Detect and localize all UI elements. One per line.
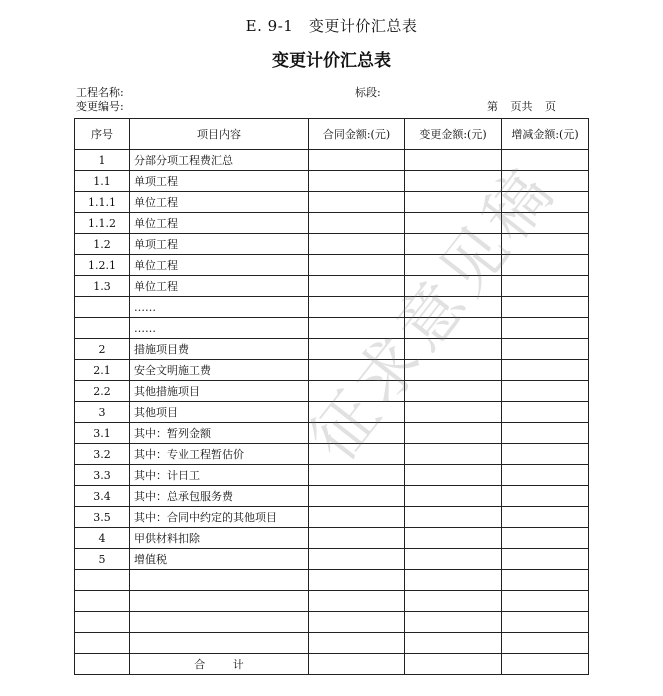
contract-amount-cell [309,528,405,549]
total-change-cell [405,654,502,675]
table-row [75,528,589,549]
contract-amount-cell [309,381,405,402]
row-seq: 1.1.2 [75,213,130,234]
contract-amount-cell [309,549,405,570]
delta-amount-cell [502,570,589,591]
change-amount-cell [405,528,502,549]
row-seq: 2.1 [75,360,130,381]
delta-amount-cell [502,150,589,171]
table-row [75,591,589,612]
change-amount-cell [405,423,502,444]
table-row [75,633,589,654]
row-seq: 1.2.1 [75,255,130,276]
change-amount-cell [405,486,502,507]
contract-amount-cell [309,213,405,234]
row-seq [75,297,130,318]
contract-amount-cell [309,297,405,318]
delta-amount-cell [502,444,589,465]
change-summary-table [74,118,589,675]
change-amount-cell [405,339,502,360]
row-content: 增值税 [130,549,309,570]
contract-amount-cell [309,633,405,654]
delta-amount-cell [502,276,589,297]
contract-amount-cell [309,402,405,423]
contract-amount-cell [309,486,405,507]
row-seq [75,612,130,633]
row-content: 其他项目 [130,402,309,423]
table-row [75,423,589,444]
change-amount-cell [405,402,502,423]
header-delta-amount: 增减金额:(元) [502,119,589,150]
delta-amount-cell [502,591,589,612]
table-row [75,402,589,423]
table-row [75,171,589,192]
change-amount-cell [405,297,502,318]
change-amount-cell [405,549,502,570]
table-row [75,318,589,339]
delta-amount-cell [502,360,589,381]
change-amount-cell [405,213,502,234]
contract-amount-cell [309,318,405,339]
header-seq: 序号 [75,119,130,150]
row-content: 措施项目费 [130,339,309,360]
delta-amount-cell [502,465,589,486]
contract-amount-cell [309,171,405,192]
delta-amount-cell [502,297,589,318]
change-amount-cell [405,444,502,465]
row-content [130,633,309,654]
delta-amount-cell [502,633,589,654]
contract-amount-cell [309,423,405,444]
row-content [130,591,309,612]
contract-amount-cell [309,570,405,591]
contract-amount-cell [309,150,405,171]
delta-amount-cell [502,486,589,507]
table-row [75,486,589,507]
change-amount-cell [405,192,502,213]
change-number-label: 变更编号: [76,100,124,113]
row-content: 其中：专业工程暂估价 [130,444,309,465]
row-content [130,612,309,633]
row-seq [75,633,130,654]
table-row [75,612,589,633]
contract-amount-cell [309,612,405,633]
change-amount-cell [405,591,502,612]
row-content: 单位工程 [130,213,309,234]
table-row [75,444,589,465]
draft-watermark: 征求意见稿 [296,153,571,475]
row-seq: 1.3 [75,276,130,297]
row-content: …… [130,318,309,339]
table-row [75,213,589,234]
change-amount-cell [405,150,502,171]
delta-amount-cell [502,381,589,402]
row-seq: 2 [75,339,130,360]
contract-amount-cell [309,360,405,381]
row-seq: 2.2 [75,381,130,402]
row-seq: 3.2 [75,444,130,465]
delta-amount-cell [502,255,589,276]
table-row [75,150,589,171]
delta-amount-cell [502,192,589,213]
row-seq: 1 [75,150,130,171]
table-row [75,297,589,318]
row-seq: 1.1 [75,171,130,192]
table-row [75,276,589,297]
row-content: …… [130,297,309,318]
table-caption: E. 9-1 变更计价汇总表 [245,17,418,35]
header-contract-amount: 合同金额:(元) [309,119,405,150]
change-amount-cell [405,570,502,591]
row-seq: 3.3 [75,465,130,486]
delta-amount-cell [502,402,589,423]
table-row [75,234,589,255]
row-content: 其中：暂列金额 [130,423,309,444]
row-content: 单位工程 [130,192,309,213]
row-seq: 3 [75,402,130,423]
delta-amount-cell [502,339,589,360]
total-label: 合 计 [130,654,309,675]
contract-amount-cell [309,234,405,255]
change-amount-cell [405,381,502,402]
change-amount-cell [405,276,502,297]
delta-amount-cell [502,318,589,339]
row-seq: 5 [75,549,130,570]
row-content: 单项工程 [130,171,309,192]
contract-amount-cell [309,465,405,486]
row-seq [75,570,130,591]
delta-amount-cell [502,612,589,633]
row-seq: 4 [75,528,130,549]
delta-amount-cell [502,528,589,549]
row-content: 其中：总承包服务费 [130,486,309,507]
row-content: 其他措施项目 [130,381,309,402]
table-header-row [75,119,589,150]
row-seq: 3.5 [75,507,130,528]
delta-amount-cell [502,507,589,528]
contract-amount-cell [309,255,405,276]
table-row [75,549,589,570]
table-row [75,255,589,276]
table-row [75,339,589,360]
change-amount-cell [405,171,502,192]
total-delta-cell [502,654,589,675]
project-name-label: 工程名称: [76,86,124,99]
header-content: 项目内容 [130,119,309,150]
change-amount-cell [405,234,502,255]
row-content: 单位工程 [130,276,309,297]
table-row [75,381,589,402]
change-amount-cell [405,633,502,654]
row-seq [75,318,130,339]
change-amount-cell [405,255,502,276]
contract-amount-cell [309,507,405,528]
table-row [75,570,589,591]
table-row [75,507,589,528]
row-seq: 3.1 [75,423,130,444]
change-amount-cell [405,465,502,486]
delta-amount-cell [502,549,589,570]
change-amount-cell [405,612,502,633]
row-content [130,570,309,591]
total-row [75,654,589,675]
contract-amount-cell [309,444,405,465]
table-row [75,192,589,213]
table-row [75,465,589,486]
total-contract-cell [309,654,405,675]
change-amount-cell [405,318,502,339]
section-label: 标段: [355,86,381,99]
row-content: 其中：合同中约定的其他项目 [130,507,309,528]
contract-amount-cell [309,591,405,612]
delta-amount-cell [502,423,589,444]
change-amount-cell [405,360,502,381]
delta-amount-cell [502,234,589,255]
contract-amount-cell [309,192,405,213]
row-seq: 1.2 [75,234,130,255]
table-row [75,360,589,381]
row-content: 单项工程 [130,234,309,255]
contract-amount-cell [309,339,405,360]
page-number-label: 第 页共 页 [487,100,556,113]
row-seq: 3.4 [75,486,130,507]
row-content: 甲供材料扣除 [130,528,309,549]
row-seq: 1.1.1 [75,192,130,213]
change-amount-cell [405,507,502,528]
delta-amount-cell [502,213,589,234]
row-content: 单位工程 [130,255,309,276]
row-content: 分部分项工程费汇总 [130,150,309,171]
page-title: 变更计价汇总表 [272,51,391,71]
delta-amount-cell [502,171,589,192]
row-content: 安全文明施工费 [130,360,309,381]
contract-amount-cell [309,276,405,297]
header-change-amount: 变更金额:(元) [405,119,502,150]
row-seq [75,591,130,612]
row-content: 其中：计日工 [130,465,309,486]
